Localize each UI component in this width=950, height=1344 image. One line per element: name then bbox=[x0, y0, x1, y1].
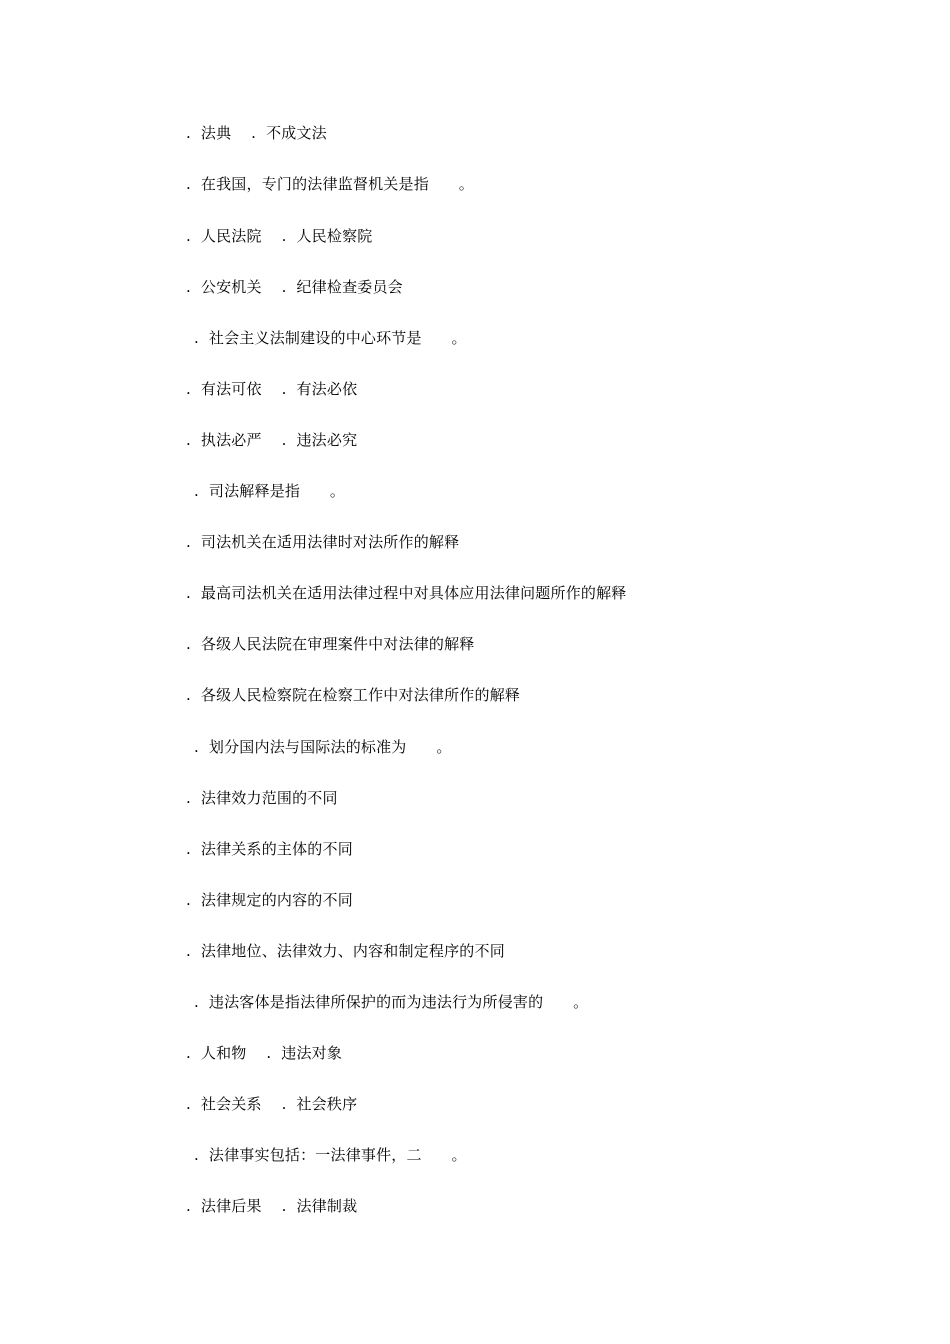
option-line: . 法律关系的主体的不同 bbox=[186, 840, 353, 858]
question-line: . 司法解释是指 。 bbox=[194, 482, 346, 500]
question-line: . 划分国内法与国际法的标准为 。 bbox=[194, 738, 452, 756]
question-line: . 法律事实包括：一法律事件，二 。 bbox=[194, 1146, 467, 1164]
option-line: . 人民法院 . 人民检察院 bbox=[186, 227, 373, 245]
option-line: . 执法必严 . 违法必究 bbox=[186, 431, 358, 449]
option-line: . 司法机关在适用法律时对法所作的解释 bbox=[186, 533, 460, 551]
option-line: . 公安机关 . 纪律检查委员会 bbox=[186, 278, 403, 296]
option-line: . 法律地位、法律效力、内容和制定程序的不同 bbox=[186, 942, 505, 960]
question-line: . 违法客体是指法律所保护的而为违法行为所侵害的 。 bbox=[194, 993, 589, 1011]
option-line: . 人和物 . 违法对象 bbox=[186, 1044, 343, 1062]
option-line: . 法律规定的内容的不同 bbox=[186, 891, 353, 909]
option-line: . 社会关系 . 社会秩序 bbox=[186, 1095, 358, 1113]
option-line: . 法典 . 不成文法 bbox=[186, 124, 327, 142]
option-line: . 最高司法机关在适用法律过程中对具体应用法律问题所作的解释 bbox=[186, 584, 627, 602]
option-line: . 法律效力范围的不同 bbox=[186, 789, 338, 807]
question-line: . 在我国，专门的法律监督机关是指 。 bbox=[186, 175, 474, 193]
option-line: . 各级人民检察院在检察工作中对法律所作的解释 bbox=[186, 686, 521, 704]
question-line: . 社会主义法制建设的中心环节是 。 bbox=[194, 329, 467, 347]
option-line: . 法律后果 . 法律制裁 bbox=[186, 1197, 358, 1215]
option-line: . 各级人民法院在审理案件中对法律的解释 bbox=[186, 635, 475, 653]
option-line: . 有法可依 . 有法必依 bbox=[186, 380, 358, 398]
